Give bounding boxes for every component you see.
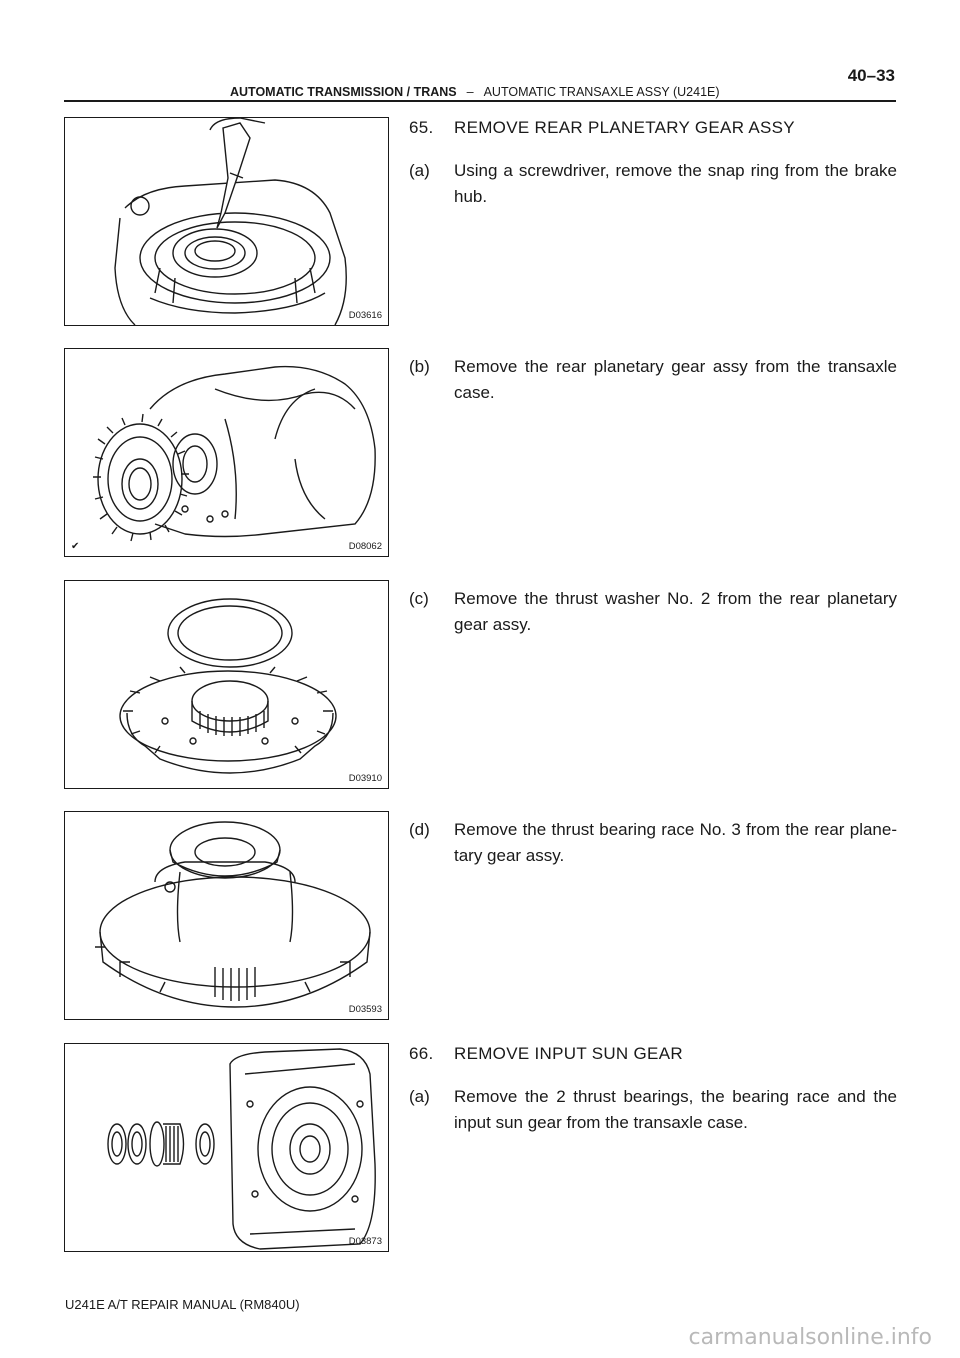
step-65-a — [409, 158, 897, 210]
header-subsection: AUTOMATIC TRANSAXLE ASSY (U241E) — [483, 85, 720, 99]
step-title: REMOVE INPUT SUN GEAR — [454, 1044, 683, 1063]
header-separator: – — [466, 85, 474, 99]
header-section: AUTOMATIC TRANSMISSION / TRANS — [230, 85, 457, 99]
step-66-heading — [409, 1041, 897, 1067]
figure-code: D08062 — [348, 541, 382, 552]
bearing-race-illustration — [65, 812, 388, 1019]
figure-mark: ✔ — [71, 541, 80, 552]
figure-code: D03593 — [348, 1004, 382, 1015]
step-number: 66. — [409, 1044, 434, 1063]
page-number: 40–33 — [847, 66, 895, 85]
step-65-heading — [409, 115, 897, 141]
item-label: (c) — [409, 589, 429, 608]
item-text: Remove the thrust bearing race No. 3 from the rear plane- tary gear assy. — [454, 820, 897, 865]
step-66-a — [409, 1084, 897, 1136]
figure-snap-ring-removal — [64, 117, 389, 326]
item-label: (d) — [409, 820, 430, 839]
step-65-d — [409, 817, 897, 869]
figure-input-sun-gear — [64, 1043, 389, 1252]
step-65-b — [409, 354, 897, 406]
figure-code: D03910 — [348, 773, 382, 784]
item-text: Remove the thrust washer No. 2 from the rear planetary gear assy. — [454, 589, 897, 634]
item-text: Using a screwdriver, remove the snap ring from the brake hub. — [454, 161, 897, 206]
item-text: Remove the 2 thrust bearings, the bearing race and the input sun gear from the transaxle case. — [454, 1087, 897, 1132]
thrust-washer-illustration — [65, 581, 388, 788]
step-65-c — [409, 586, 897, 638]
figure-planetary-gear-removal — [64, 348, 389, 557]
figure-code: D03616 — [348, 310, 382, 321]
transaxle-case-illustration — [65, 349, 388, 556]
header-rule — [64, 100, 896, 102]
item-label: (a) — [409, 1087, 430, 1106]
watermark: carmanualsonline.info — [688, 1325, 932, 1350]
item-label: (a) — [409, 161, 430, 180]
step-number: 65. — [409, 118, 434, 137]
snap-ring-illustration — [65, 118, 388, 325]
item-label: (b) — [409, 357, 430, 376]
step-title: REMOVE REAR PLANETARY GEAR ASSY — [454, 118, 795, 137]
running-header — [230, 85, 720, 99]
figure-thrust-washer — [64, 580, 389, 789]
figure-code: D03873 — [348, 1236, 382, 1247]
item-text: Remove the rear planetary gear assy from the transaxle case. — [454, 357, 897, 402]
manual-footer: U241E A/T REPAIR MANUAL (RM840U) — [65, 1297, 300, 1312]
input-sun-gear-illustration — [65, 1044, 388, 1251]
figure-thrust-bearing-race — [64, 811, 389, 1020]
